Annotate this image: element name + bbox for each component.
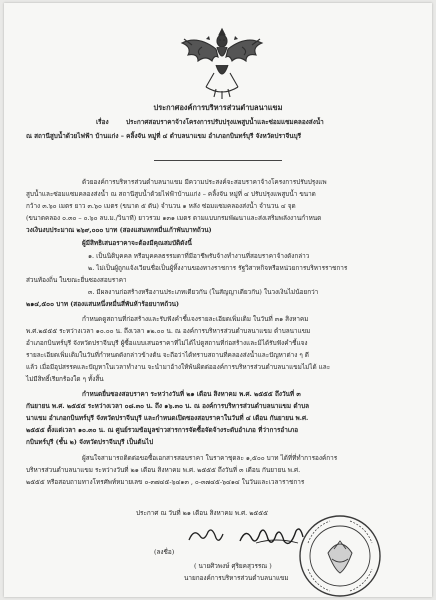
para-3-line-2: กันยายน พ.ศ. ๒๕๕๕ ระหว่างเวลา ๐๘.๓๐ น. ถึง ๑๖.๓๐ น. ณ องค์การบริหารส่วนตำบลนาแขม ตำบล bbox=[26, 402, 310, 410]
title-underline bbox=[154, 160, 282, 161]
subject-label: เรื่อง bbox=[96, 118, 109, 126]
para-3-line-1: กำหนดยื่นซองสอบราคา ระหว่างวันที่ ๒๑ เดือน สิงหาคม พ.ศ. ๒๕๕๕ ถึงวันที่ ๓ bbox=[82, 390, 301, 398]
signer-position: นายกองค์การบริหารส่วนตำบลนาแขม bbox=[184, 574, 289, 582]
para-2-line-4: รายละเอียดเพิ่มเติมในวันที่กำหนดดังกล่าวข้างต้น จะถือว่าได้ทราบสถานที่คลองส่งน้ำและปัญหาต่าง ๆ ดี bbox=[26, 351, 309, 359]
para-2-line-2: พ.ศ.๒๕๕๕ ระหว่างเวลา ๑๐.๐๐ น. ถึงเวลา ๑๒.๐๐ น. ณ องค์การบริหารส่วนตำบลนาแขม ตำบลนาแขม bbox=[26, 327, 311, 335]
para-3-line-4: ๒๕๕๕ ตั้งแต่เวลา ๑๐.๓๐ น. ณ ศูนย์รวมข้อมูลข่าวสารการจัดซื้อจัดจ้างระดับอำเภอ ที่ว่าการอำเภอ bbox=[26, 426, 299, 434]
para-3-line-5: กบินทร์บุรี (ชั้น ๒) จังหวัดปราจีนบุรี เป็นต้นไป bbox=[26, 438, 154, 446]
para-1-line-2: สูบน้ำและซ่อมแซมคลองส่งน้ำ ณ สถานีสูบน้ำด้วยไฟฟ้าบ้านแก่ง – คลิ้งจัน หมู่ที่ ๔ ปรับปรุงแพสูบน้ำ ขนาด bbox=[26, 190, 316, 198]
qualification-3-line-2: ๒๑๔,๕๐๐ บาท (สองแสนหนึ่งหมื่นสี่พันห้าร้อยบาทถ้วน) bbox=[26, 300, 180, 308]
signature-mark-icon bbox=[186, 526, 226, 546]
signed-label: (ลงชื่อ) bbox=[154, 548, 175, 556]
signer-name: ( นายศิวพงษ์ ศุริยคสุวรรณ ) bbox=[194, 562, 272, 570]
qualification-1: ๑. เป็นนิติบุคคล หรือบุคคลธรรมดาที่มีอาชีพรับจ้างทำงานที่สอบราคาจ้างดังกล่าว bbox=[88, 252, 310, 260]
para-1-line-4: (ขนาดคลอง ๐.๓๐ – ๐.๖๐ ลบ.ม./วินาที) ยาวรวม ๑๓๑ เมตร ตามแบบกรมพัฒนาและส่งเสริมพลังงานกำหนด bbox=[26, 214, 322, 222]
announcement-date: ประกาศ ณ วันที่ ๒๑ เดือน สิงหาคม พ.ศ. ๒๕๕๕ bbox=[136, 509, 268, 517]
qualifications-heading: ผู้มีสิทธิเสนอราคาจะต้องมีคุณสมบัติดังนี้ bbox=[82, 239, 192, 247]
garuda-emblem-icon bbox=[176, 25, 268, 101]
qualification-2-line-2: ส่วนท้องถิ่น ในขณะยื่นซองสอบราคา bbox=[26, 276, 127, 284]
para-4-line-3: ๒๕๕๕ หรือสอบถามทางโทรศัพท์หมายเลข ๐-๓๗๔๕-๖๔๑๓ , ๐-๓๗๔๕-๖๔๑๔ ในวันและเวลาราชการ bbox=[26, 478, 305, 486]
para-2-line-3: อำเภอกบินทร์บุรี จังหวัดปราจีนบุรี ผู้ซื้อแบบเสนอราคาที่ไม่ได้ไปดูสถานที่ก่อสร้างและมิได้รับฟังคำชี้แจง bbox=[26, 339, 308, 347]
document-title: ประกาศองค์การบริหารส่วนตำบลนาแขม bbox=[153, 103, 283, 112]
document-page bbox=[4, 3, 432, 597]
qualification-2-line-1: ๒. ไม่เป็นผู้ถูกแจ้งเวียนชื่อเป็นผู้ทิ้งงานของทางราชการ รัฐวิสาหกิจหรือหน่วยการบริหารราชการ bbox=[88, 264, 348, 272]
para-4-line-1: ผู้สนใจสามารถติดต่อขอซื้อเอกสารสอบราคา ในราคาชุดละ ๑,๕๐๐ บาท ได้ที่ที่ทำการองค์การ bbox=[82, 454, 338, 462]
qualification-3-line-1: ๓. มีผลงานก่อสร้างหรืองานประเภทเดียวกัน (ในสัญญาเดียวกัน) ในวงเงินไม่น้อยกว่า bbox=[88, 288, 319, 296]
para-1-line-3: กว้าง ๓.๖๐ เมตร ยาว ๓.๖๐ เมตร (ขนาด ๕ ตัน) จำนวน ๑ หลัง ซ่อมแซมคลองส่งน้ำ จำนวน ๔ จุด bbox=[26, 202, 296, 210]
para-3-line-3: นาแขม อำเภอกบินทร์บุรี จังหวัดปราจีนบุรี และกำหนดเปิดซองสอบราคาในวันที่ ๔ เดือน กันยายน พ.ศ. bbox=[26, 414, 309, 422]
para-4-line-2: บริหารส่วนตำบลนาแขม ระหว่างวันที่ ๒๑ เดือน สิงหาคม พ.ศ. ๒๕๕๕ ถึงวันที่ ๓ เดือน กันยายน พ.ศ. bbox=[26, 466, 301, 474]
para-2-line-5: แล้ว เมื่อมีอุปสรรคและปัญหาในเวลาทำงาน จะนำมาอ้างให้พ้นผิดต่อองค์การบริหารส่วนตำบลนาแขมไม่ได้ และ bbox=[26, 363, 331, 371]
para-1-line-1: ด้วยองค์การบริหารส่วนตำบลนาแขม มีความประสงค์จะสอบราคาจ้างโครงการปรับปรุงแพ bbox=[82, 178, 327, 186]
official-seal-icon bbox=[294, 513, 386, 597]
para-1-budget-line: วงเงินงบประมาณ ๒๖๙,๐๐๐ บาท (สองแสนหกหมื่นเก้าพันบาทถ้วน) bbox=[26, 226, 212, 234]
para-2-line-6: ไม่มีสิทธิ์เรียกร้องใด ๆ ทั้งสิ้น bbox=[26, 375, 104, 383]
subject-line-1: ประกาศสอบราคาจ้างโครงการปรับปรุงแพสูบน้ำและซ่อมแซมคลองส่งน้ำ bbox=[126, 118, 324, 126]
subject-line-2: ณ สถานีสูบน้ำด้วยไฟฟ้า บ้านแก่ง – คลิ้งจัน หมู่ที่ ๔ ตำบลนาแขม อำเภอกบินทร์บุรี จังหวัดปราจีนบุรี bbox=[26, 132, 302, 140]
para-2-line-1: กำหนดดูสถานที่ก่อสร้างและรับฟังคำชี้แจงรายละเอียดเพิ่มเติม ในวันที่ ๓๑ สิงหาคม bbox=[82, 315, 309, 323]
